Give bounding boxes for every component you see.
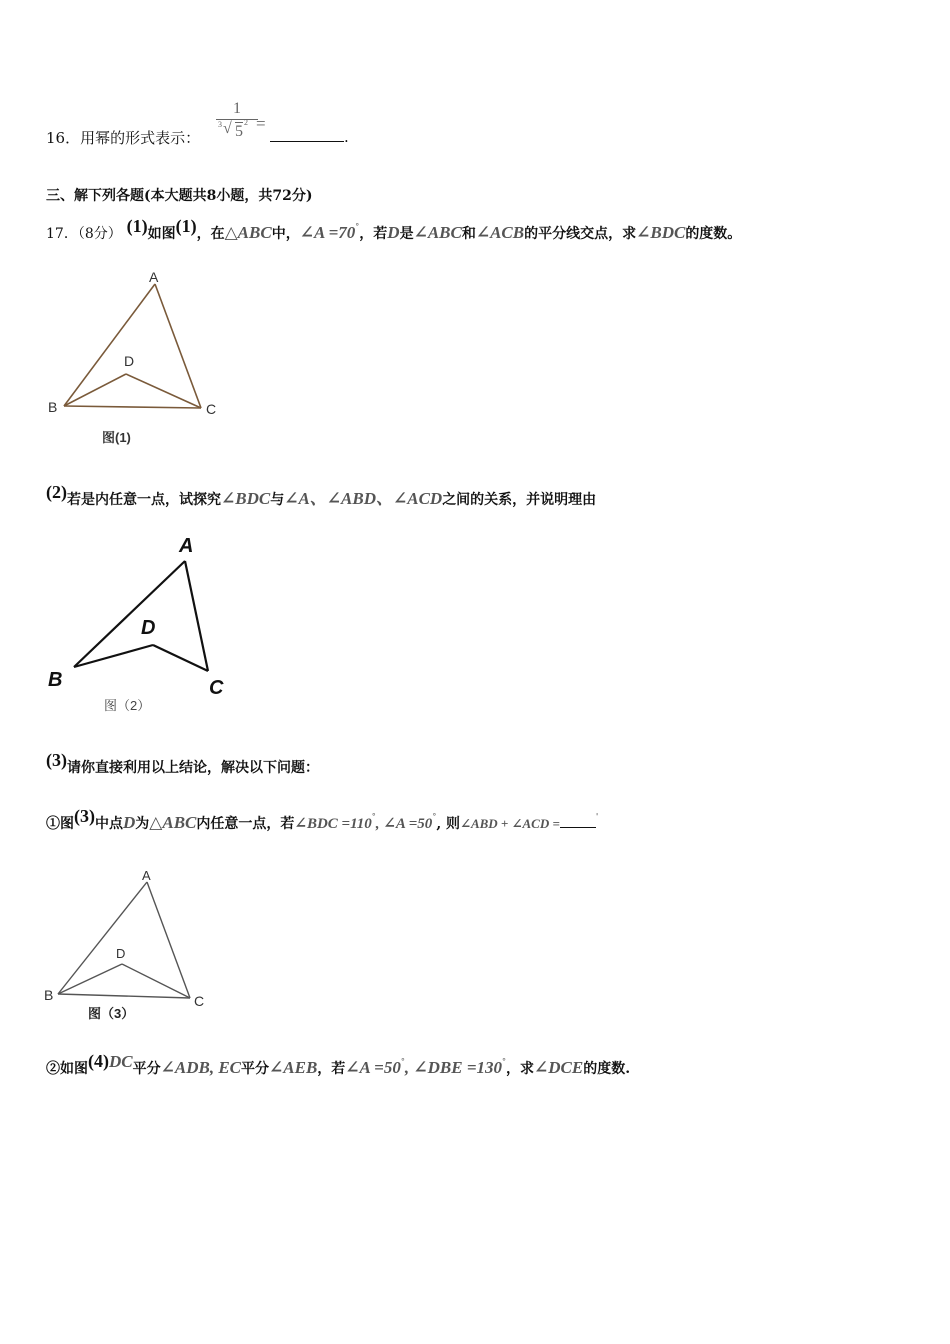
radical-icon: √ [223, 120, 232, 137]
text: 与 [270, 492, 285, 508]
math-angle-abc: ∠ABC [413, 223, 462, 242]
text: 内任意一点，若 [196, 816, 295, 832]
degree-mark: ° [400, 1056, 405, 1066]
math-triangle-abc: △ABC [149, 813, 197, 832]
label-c: C [206, 401, 217, 417]
label-b: B [48, 399, 58, 415]
text: ，求 [506, 1061, 535, 1077]
text: 的平分线交点，求 [524, 226, 637, 242]
root-index: 3 [218, 120, 222, 129]
math-expression: ∠ABD + ∠ACD = [460, 816, 560, 831]
math-point-d: D [387, 223, 400, 242]
label-c: C [209, 677, 224, 699]
fig-ref: (1) [175, 216, 197, 236]
circled-number: ① [46, 816, 60, 832]
caption: 图（3） [88, 1006, 135, 1021]
text: 和 [461, 226, 476, 242]
label-a: A [149, 269, 159, 285]
tick-mark: ' [595, 811, 599, 821]
label-c: C [194, 993, 205, 1009]
math-condition-a: , ∠A =50 [375, 816, 433, 832]
fraction-numerator: 1 [233, 100, 241, 117]
figure-3 [44, 864, 224, 1034]
text: 为 [135, 816, 150, 832]
math-angle-aeb: ∠AEB [269, 1058, 318, 1077]
caption: 图（2） [104, 698, 151, 713]
text: 图 [60, 816, 74, 832]
part3-tag: (3) [46, 750, 67, 770]
text: ，在 [196, 226, 225, 242]
degree-mark: ° [355, 221, 360, 231]
section-heading: 三、解下列各题(本大题共8小题，共72分) [46, 188, 313, 204]
part1-tag: (1) [126, 216, 148, 236]
root-exponent: 2 [244, 118, 248, 127]
math-condition-a: ∠A =50 [345, 1058, 401, 1077]
math-angle-bdc: ∠BDC [636, 223, 686, 242]
math-angle-a: ∠A =70 [299, 223, 356, 242]
q16-label: 16．用幂的形式表示： [46, 129, 201, 147]
text: ，若 [359, 226, 388, 242]
text: 的度数。 [685, 226, 742, 242]
edge-bc [64, 406, 201, 408]
q16-period: . [344, 128, 349, 146]
q16-equals: = [256, 114, 266, 133]
label-d: D [141, 617, 156, 639]
q17-part2 [46, 482, 597, 510]
edge-ab [58, 882, 147, 994]
sub-question-2 [46, 1051, 631, 1080]
edge-dc [153, 645, 208, 671]
text: 中， [271, 226, 300, 242]
math-angle-bdc: ∠BDC [221, 489, 271, 508]
fig-ref: (3) [74, 806, 95, 826]
degree-mark: ° [502, 1056, 507, 1066]
edge-ac [185, 561, 208, 671]
label-d: D [116, 946, 126, 961]
degree-mark: ° [432, 811, 437, 821]
text: 如图 [60, 1061, 88, 1077]
text: 如图 [147, 226, 176, 242]
circled-number: ② [46, 1061, 60, 1077]
math-dc: DC [109, 1052, 133, 1071]
text: , 则 [436, 816, 461, 832]
q17-number: 17．（8分） [46, 226, 122, 242]
math-angle-adb: ∠ADB, EC [160, 1058, 242, 1077]
edge-bd [64, 374, 126, 406]
label-b: B [48, 669, 63, 691]
degree-mark: ° [371, 811, 376, 821]
label-d: D [124, 353, 135, 369]
sub-question-1 [46, 806, 599, 835]
text: 的度数. [583, 1061, 631, 1077]
edge-ab [64, 284, 155, 406]
q17-part3 [46, 750, 319, 778]
figure-1 [44, 262, 234, 452]
math-angles: ∠A、∠ABD、∠ACD [284, 489, 443, 508]
text: 请你直接利用以上结论，解决以下问题： [67, 760, 319, 776]
q16-fraction [214, 100, 260, 144]
caption: 图(1) [102, 430, 131, 445]
text: 是 [399, 226, 414, 242]
math-angle-dce: ∠DCE [534, 1058, 584, 1077]
text: 之间的关系，并说明理由 [442, 492, 597, 508]
fig-ref: (4) [88, 1051, 109, 1071]
edge-ac [147, 882, 190, 998]
q17-part1 [46, 216, 742, 245]
text: 平分 [132, 1061, 161, 1077]
edge-bc [58, 994, 190, 998]
question-16 [46, 128, 200, 148]
part2-tag: (2) [46, 482, 67, 502]
q16-answer-blank [270, 141, 344, 142]
label-a: A [142, 868, 151, 883]
text: ，若 [317, 1061, 346, 1077]
math-triangle-abc: △ABC [224, 223, 272, 242]
edge-bd [58, 964, 122, 994]
figure-2 [44, 530, 244, 720]
math-point-d: D [123, 813, 136, 832]
text: 中点 [95, 816, 123, 832]
label-a: A [179, 535, 194, 557]
text: 若是内任意一点，试探究 [67, 492, 221, 508]
label-b: B [44, 987, 54, 1003]
answer-blank [560, 827, 596, 828]
math-angle-acb: ∠ACB [475, 223, 525, 242]
math-condition-dbe: , ∠DBE =130 [404, 1058, 503, 1077]
root-base: 5 [235, 123, 243, 140]
text: 平分 [241, 1061, 270, 1077]
math-condition-bdc: ∠BDC =110 [294, 816, 372, 832]
